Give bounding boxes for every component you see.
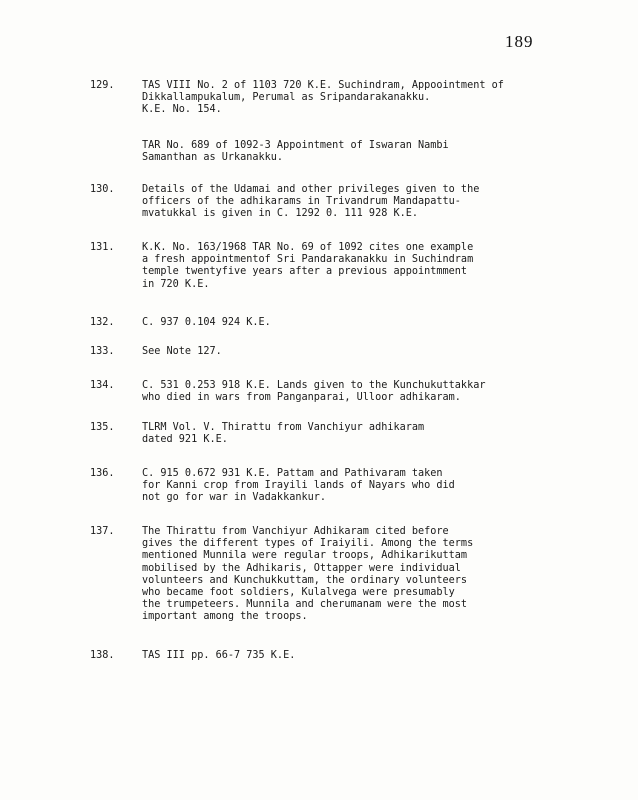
note-line: volunteers and Kunchukkuttam, the ordinary volunteers [142, 574, 468, 586]
note-line: Samanthan as Urkanakku. [142, 152, 284, 164]
note-number: 138. [90, 650, 115, 661]
note-133 [90, 346, 612, 358]
note-line: who became foot soldiers, Kulalvega were presumably [142, 587, 455, 599]
note-line: who died in wars from Panganparai, Ulloor adhikaram. [142, 392, 461, 404]
note-line: The Thirattu from Vanchiyur Adhikaram cited before [142, 526, 449, 537]
note-line: TAR No. 689 of 1092-3 Appointment of Iswaran Nambi [142, 140, 449, 151]
note-number: 137. [90, 526, 115, 537]
note-line: C. 531 0.253 918 K.E. Lands given to the Kunchukuttakkar [142, 380, 486, 391]
note-138 [90, 650, 612, 662]
note-line: for Kanni crop from Irayili lands of Nayars who did [142, 480, 455, 492]
note-line: temple twentyfive years after a previous appointmment [142, 266, 468, 278]
note-line: gives the different types of Iraiyili. Among the terms [142, 538, 474, 550]
note-line: K.E. No. 154. [142, 104, 222, 116]
note-number: 129. [90, 80, 115, 91]
note-129 [90, 80, 612, 117]
note-line: dated 921 K.E. [142, 434, 228, 446]
note-tar-689 [142, 140, 612, 164]
note-number: 133. [90, 346, 115, 357]
note-line: mentioned Munnila were regular troops, Adhikarikuttam [142, 550, 468, 562]
note-line: important among the troops. [142, 611, 308, 623]
note-130 [90, 184, 612, 221]
note-line: mobilised by the Adhikaris, Ottapper were individual [142, 562, 461, 574]
note-line: officers of the adhikarams in Trivandrum Mandapattu- [142, 196, 461, 208]
note-number: 131. [90, 242, 115, 253]
note-line: C. 915 0.672 931 K.E. Pattam and Pathivaram taken [142, 468, 443, 479]
note-line: Details of the Udamai and other privileges given to the [142, 184, 480, 195]
note-line: mvatukkal is given in C. 1292 0. 111 928 K.E. [142, 208, 419, 220]
note-number: 134. [90, 380, 115, 391]
note-131 [90, 242, 612, 291]
note-number: 130. [90, 184, 115, 195]
note-136 [90, 468, 612, 505]
note-line: in 720 K.E. [142, 278, 210, 290]
note-line: K.K. No. 163/1968 TAR No. 69 of 1092 cites one example [142, 242, 474, 253]
page-number: 189 [505, 32, 534, 51]
note-number: 132. [90, 317, 115, 328]
note-line: the trumpeteers. Munnila and cherumanam were the most [142, 599, 468, 611]
note-line: TAS III pp. 66-7 735 K.E. [142, 650, 296, 661]
note-line: not go for war in Vadakkankur. [142, 492, 327, 504]
note-line: TLRM Vol. V. Thirattu from Vanchiyur adhikaram [142, 422, 425, 433]
note-line: a fresh appointmentof Sri Pandarakanakku in Suchindram [142, 254, 474, 266]
note-132 [90, 317, 612, 329]
note-line: See Note 127. [142, 346, 222, 357]
note-line: TAS VIII No. 2 of 1103 720 K.E. Suchindram, Appoointment of Dikkallampukalum, Perumal as Sripandarakanakku. [142, 80, 504, 104]
note-number: 135. [90, 422, 115, 433]
note-number: 136. [90, 468, 115, 479]
note-137 [90, 526, 612, 624]
note-line: C. 937 0.104 924 K.E. [142, 317, 271, 328]
note-135 [90, 422, 612, 446]
note-134 [90, 380, 612, 404]
